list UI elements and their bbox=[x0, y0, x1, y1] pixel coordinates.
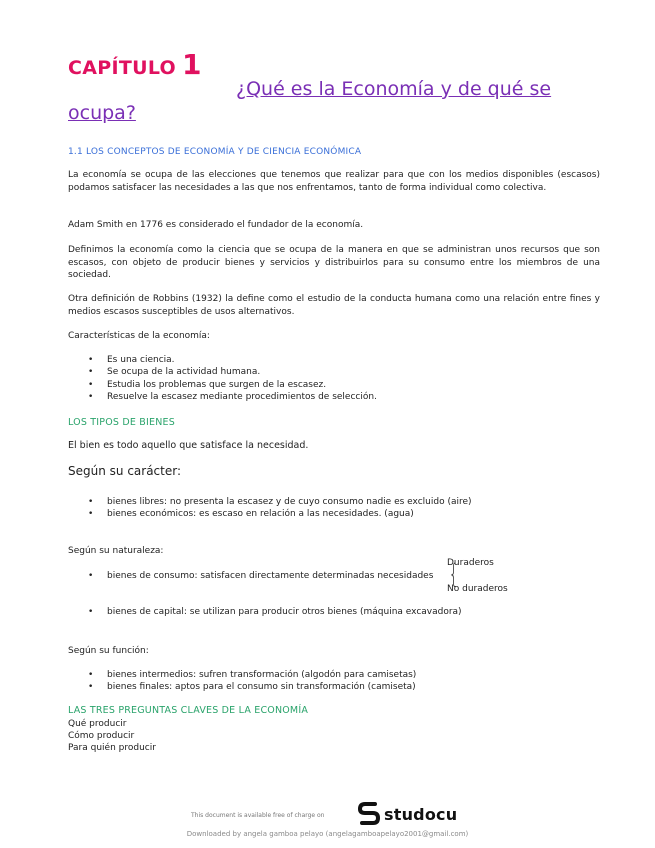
by-character-label: Según su carácter: bbox=[68, 464, 182, 478]
list-item: • Se ocupa de la actividad humana. bbox=[88, 366, 377, 378]
non-durable-label: No duraderos bbox=[447, 584, 508, 594]
studocu-brand: studocu bbox=[384, 804, 458, 824]
question-how: Cómo producir bbox=[68, 731, 135, 741]
download-attribution: Downloaded by angela gamboa pelayo (angelagamboapelayo2001@gmail.com) bbox=[186, 830, 469, 838]
list-item: • Resuelve la escasez mediante procedimientos de selección. bbox=[88, 391, 377, 403]
brace-symbol: { bbox=[448, 559, 459, 590]
list-item: • bienes de capital: se utilizan para producir otros bienes (máquina excavadora) bbox=[88, 606, 462, 618]
studocu-logo-icon bbox=[358, 802, 380, 826]
page-title-line-2: ocupa? bbox=[68, 102, 136, 124]
list-item: • Estudia los problemas que surgen de la escasez. bbox=[88, 379, 377, 391]
nature-consumption-list bbox=[88, 570, 433, 582]
question-for-whom: Para quién producir bbox=[68, 743, 156, 753]
chapter-heading bbox=[68, 48, 202, 81]
questions-heading: LAS TRES PREGUNTAS CLAVES DE LA ECONOMÍA bbox=[68, 705, 309, 716]
list-item: • bienes finales: aptos para el consumo sin transformación (camiseta) bbox=[88, 681, 416, 693]
list-item: • bienes intermedios: sufren transformación (algodón para camisetas) bbox=[88, 669, 416, 681]
question-what: Qué producir bbox=[68, 719, 127, 729]
paragraph-robbins: Otra definición de Robbins (1932) la define como el estudio de la conducta humana como una relación entre fines y medios escasos susceptibles de usos alternativos. bbox=[68, 294, 600, 317]
chapter-number: 1 bbox=[182, 48, 202, 81]
by-function-label: Según su función: bbox=[68, 646, 149, 656]
page-title-line-1: ¿Qué es la Economía y de qué se bbox=[236, 78, 552, 100]
durable-label: Duraderos bbox=[447, 558, 494, 568]
goods-heading: LOS TIPOS DE BIENES bbox=[68, 417, 175, 428]
list-item: • bienes económicos: es escaso en relación a las necesidades. (agua) bbox=[88, 508, 472, 520]
character-list bbox=[88, 496, 472, 521]
paragraph-characteristics-intro: Características de la economía: bbox=[68, 331, 210, 341]
footer-note: This document is available free of charge on bbox=[191, 812, 325, 819]
paragraph-adam-smith: Adam Smith en 1776 es considerado el fundador de la economía. bbox=[68, 220, 364, 230]
nature-capital-list bbox=[88, 606, 462, 618]
list-item: • bienes libres: no presenta la escasez y de cuyo consumo nadie es excluido (aire) bbox=[88, 496, 472, 508]
studocu-logo[interactable] bbox=[358, 802, 457, 826]
section-heading: 1.1 LOS CONCEPTOS DE ECONOMÍA Y DE CIENCIA ECONÓMICA bbox=[68, 147, 362, 157]
goods-definition: El bien es todo aquello que satisface la necesidad. bbox=[68, 440, 309, 451]
by-nature-label: Según su naturaleza: bbox=[68, 546, 164, 556]
paragraph-economy-choices: La economía se ocupa de las elecciones que tenemos que realizar para que con los medios disponibles (escasos) podamos satisfacer las necesidades a las que nos enfrentamos, tanto de forma individual como colectiva. bbox=[68, 170, 600, 193]
function-list bbox=[88, 669, 416, 694]
paragraph-definition: Definimos la economía como la ciencia que se ocupa de la manera en que se administran unos recursos que son escasos, con objeto de producir bienes y servicios y distribuirlos para su consumo entre los miembros de una sociedad. bbox=[68, 245, 600, 280]
chapter-label: CAPÍTULO bbox=[68, 57, 177, 79]
list-item: • bienes de consumo: satisfacen directamente determinadas necesidades bbox=[88, 570, 433, 582]
characteristics-list bbox=[88, 354, 377, 403]
list-item: • Es una ciencia. bbox=[88, 354, 377, 366]
